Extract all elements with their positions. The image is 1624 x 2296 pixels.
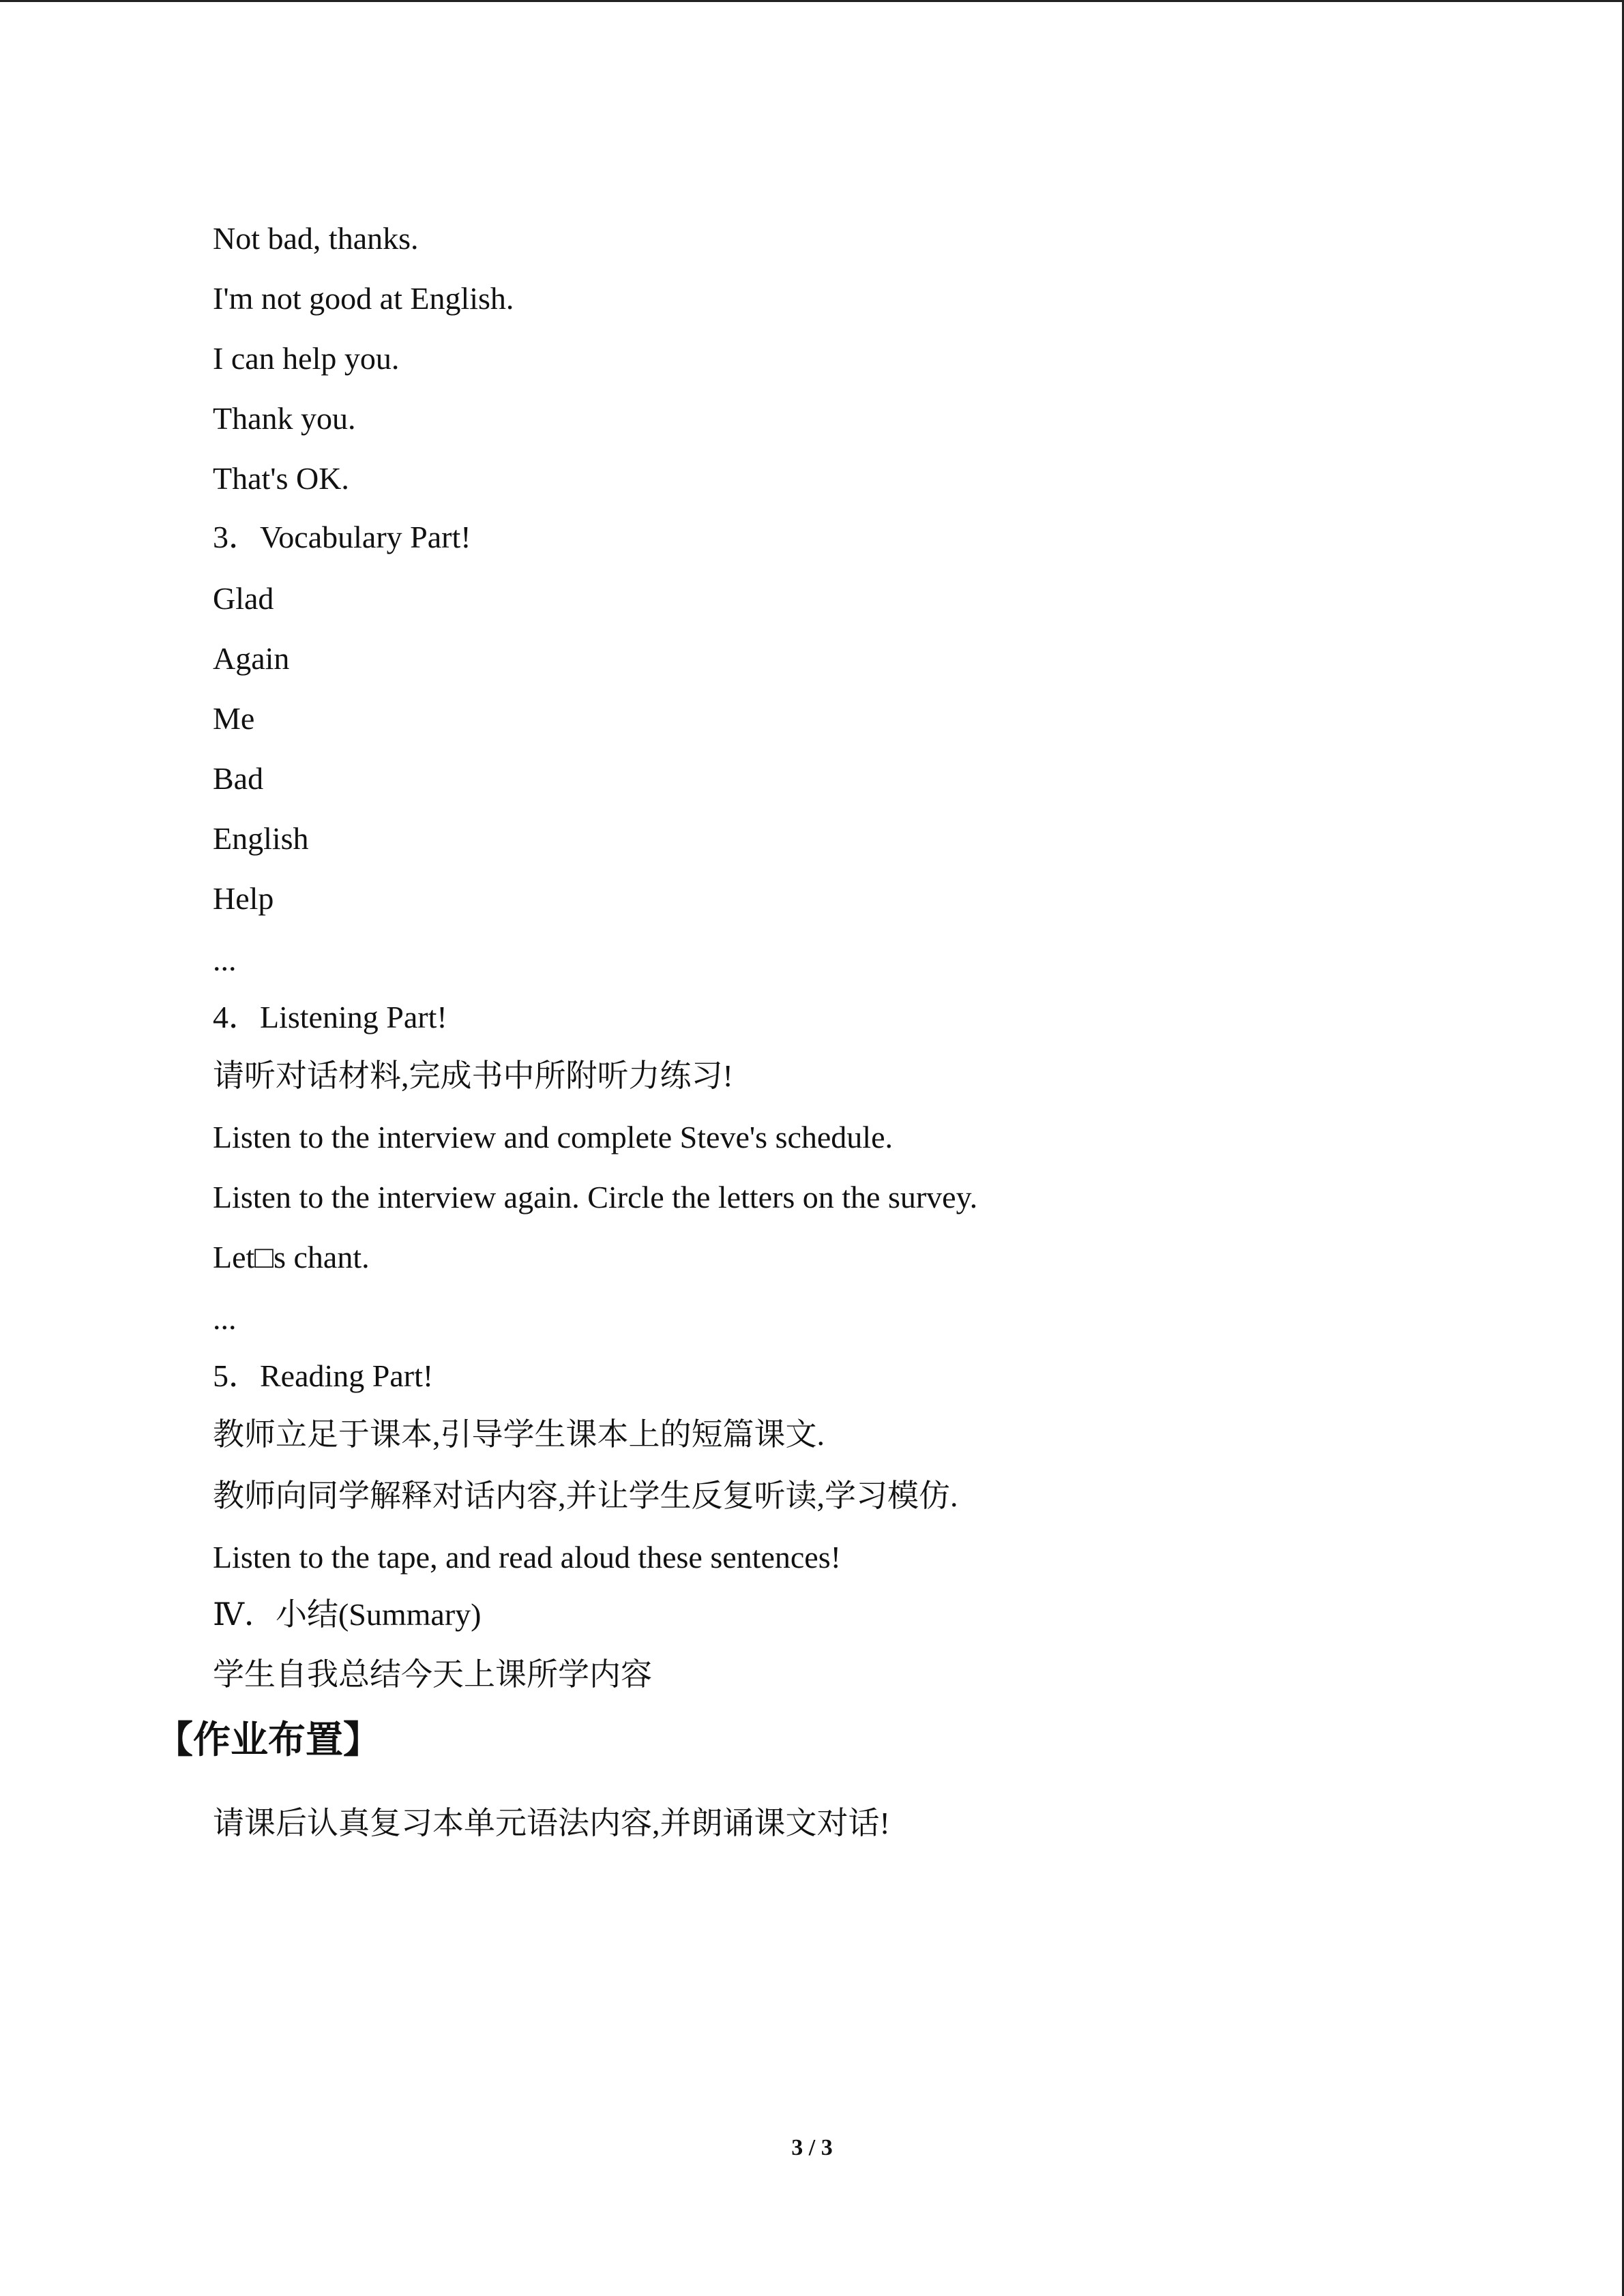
- dialogue-line: Not bad, thanks.: [213, 221, 419, 256]
- vocabulary-word: Help: [213, 881, 274, 916]
- vocabulary-word: Me: [213, 701, 255, 736]
- dialogue-line: I'm not good at English.: [213, 281, 514, 316]
- section-title-vocabulary: 3．Vocabulary Part!: [213, 520, 471, 554]
- listening-task: Let□s chant.: [213, 1240, 370, 1274]
- listening-instruction: 请听对话材料,完成书中所附听力练习!: [213, 1058, 733, 1093]
- homework-text: 请课后认真复习本单元语法内容,并朗诵课文对话!: [213, 1806, 890, 1840]
- ellipsis: ...: [213, 1301, 237, 1336]
- dialogue-line: I can help you.: [213, 341, 400, 376]
- ellipsis: ...: [213, 942, 237, 977]
- vocabulary-word: English: [213, 821, 309, 856]
- top-border: [0, 0, 1624, 2]
- vocabulary-word: Glad: [213, 581, 274, 616]
- dialogue-line: Thank you.: [213, 401, 356, 436]
- summary-text: 学生自我总结今天上课所学内容: [213, 1657, 652, 1692]
- reading-task: Listen to the tape, and read aloud these sentences!: [213, 1540, 841, 1575]
- section-title-summary: Ⅳ．小结(Summary): [213, 1597, 482, 1632]
- section-title-reading: 5．Reading Part!: [213, 1358, 434, 1393]
- dialogue-line: That's OK.: [213, 461, 349, 496]
- listening-task: Listen to the interview and complete Steve's schedule.: [213, 1120, 893, 1154]
- page-number: 3 / 3: [791, 2135, 833, 2160]
- section-title-listening: 4．Listening Part!: [213, 1000, 447, 1034]
- reading-instruction: 教师立足于课本,引导学生课本上的短篇课文.: [213, 1417, 825, 1452]
- vocabulary-word: Again: [213, 641, 290, 676]
- reading-instruction: 教师向同学解释对话内容,并让学生反复听读,学习模仿.: [213, 1478, 958, 1513]
- vocabulary-word: Bad: [213, 761, 264, 796]
- homework-heading: 【作业布置】: [156, 1718, 381, 1761]
- listening-task: Listen to the interview again. Circle the letters on the survey.: [213, 1180, 978, 1214]
